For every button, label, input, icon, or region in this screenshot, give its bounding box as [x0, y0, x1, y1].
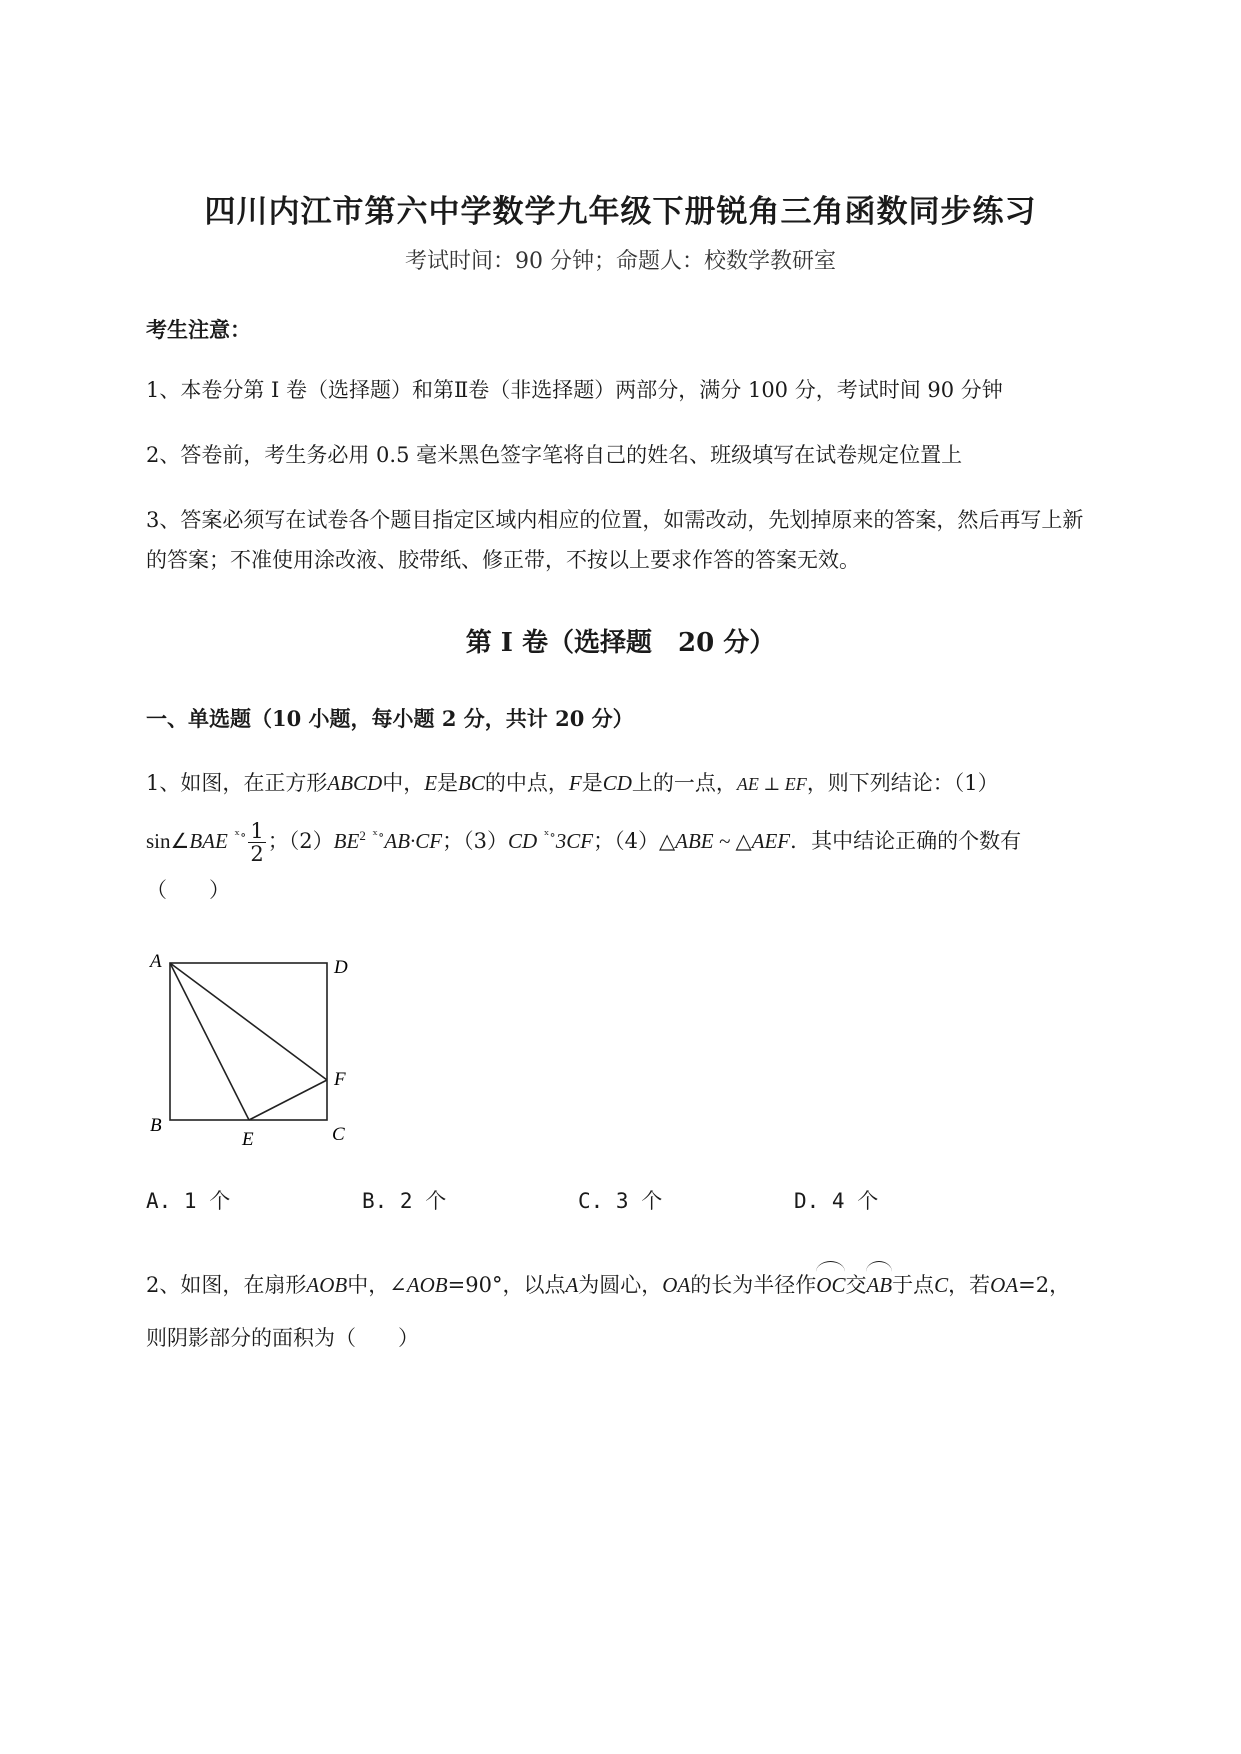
q2-text: 于点: [892, 1273, 935, 1297]
q1-text: 的中点，: [484, 771, 569, 795]
page-title: 四川内江市第六中学数学九年级下册锐角三角函数同步练习: [204, 194, 1037, 230]
q1-var: BAE: [189, 829, 228, 853]
q2-var: C: [934, 1273, 949, 1297]
fraction-numerator: 1: [250, 819, 264, 843]
part-heading: 一、单选题（10 小题，每小题 2 分，共计 20 分）: [146, 706, 634, 731]
q2-text: ，若: [948, 1273, 991, 1297]
segment-af: [170, 963, 327, 1080]
fraction-half: [248, 820, 265, 865]
label-c: C: [332, 1124, 345, 1145]
q1-garbled-mark: ˣ∘: [372, 828, 385, 843]
option-b[interactable]: B. 2 个: [362, 1189, 447, 1213]
q1-var: BE: [333, 829, 360, 853]
fraction-denominator: 2: [250, 842, 264, 866]
arc-ab: AB: [866, 1265, 892, 1305]
q1-var: 3CF: [555, 829, 594, 853]
q1-text: ；（3）: [442, 829, 509, 853]
q1-var: CD: [602, 771, 632, 795]
option-a[interactable]: A. 1 个: [146, 1189, 231, 1213]
option-c[interactable]: C. 3 个: [578, 1189, 663, 1213]
q2-text: 交: [845, 1273, 867, 1297]
notice-item-1: 1、本卷分第 I 卷（选择题）和第Ⅱ卷（非选择题）两部分，满分 100 分，考试时间 90 分钟: [146, 378, 1003, 402]
q1-text: 是: [581, 771, 603, 795]
q2-line-2: 则阴影部分的面积为（ ）: [146, 1326, 419, 1350]
q2-text: 为圆心，: [578, 1273, 663, 1297]
q1-text: ．其中结论正确的个数有: [790, 829, 1022, 853]
q2-var: OA: [990, 1273, 1019, 1297]
q2-line-1: [146, 1265, 1070, 1305]
q1-text: 1、如图，在正方形: [146, 771, 328, 795]
superscript: 2: [359, 828, 366, 843]
exam-info: 考试时间：90 分钟；命题人：校数学教研室: [405, 249, 836, 274]
option-d[interactable]: D. 4 个: [794, 1189, 879, 1213]
q2-var: OA: [662, 1273, 691, 1297]
segment-ae: [170, 963, 249, 1120]
q2-text: =90°，以点: [447, 1273, 566, 1297]
q1-var: AE ⊥ EF: [736, 774, 807, 794]
q1-garbled-mark: ˣ∘: [234, 828, 247, 843]
q2-var: AOB: [406, 1273, 448, 1297]
label-a: A: [150, 951, 162, 972]
q1-var: ABCD: [327, 771, 383, 795]
notice-item-3-line-1: 3、答案必须写在试卷各个题目指定区域内相应的位置，如需改动，先划掉原来的答案，然后再写上新: [146, 508, 1084, 532]
q1-var: AB·CF: [384, 829, 443, 853]
q1-answer-paren: （ ）: [146, 878, 230, 902]
q1-var: △ABE ~ △AEF: [659, 829, 791, 853]
q2-var: AOB: [306, 1273, 348, 1297]
notice-item-2: 2、答卷前，考生务必用 0.5 毫米黑色签字笔将自己的姓名、班级填写在试卷规定位置上: [146, 443, 963, 467]
label-d: D: [334, 957, 348, 978]
q2-var: A: [565, 1273, 579, 1297]
q1-text: ；（2）: [267, 829, 334, 853]
q1-garbled-mark: ˣ∘: [543, 828, 556, 843]
q2-text: 2、如图，在扇形: [146, 1273, 307, 1297]
q1-var: F: [568, 771, 582, 795]
q1-var: BC: [458, 771, 485, 795]
notice-item-3-line-2: 的答案；不准使用涂改液、胶带纸、修正带，不按以上要求作答的答案无效。: [146, 548, 860, 572]
segment-ef: [249, 1080, 327, 1120]
q1-var: E: [424, 771, 438, 795]
q2-text: 中，∠: [347, 1273, 407, 1297]
square-abcd: [170, 963, 327, 1120]
square-figure: [146, 945, 356, 1145]
q1-text: 是: [437, 771, 459, 795]
q1-sin: sin∠: [146, 829, 190, 853]
q1-line-1: [146, 763, 999, 804]
label-b: B: [150, 1115, 162, 1136]
arc-oc: OC: [816, 1265, 845, 1305]
q2-text: =2，: [1018, 1273, 1071, 1297]
q1-text: 中，: [382, 771, 425, 795]
label-f: F: [334, 1069, 346, 1090]
q1-line-2: [146, 812, 1021, 865]
q1-text: ；（4）: [593, 829, 659, 853]
q2-text: 的长为半径作: [690, 1273, 817, 1297]
q1-var: CD: [508, 829, 538, 853]
notice-heading: 考生注意：: [146, 317, 251, 342]
q1-text: 上的一点，: [631, 771, 737, 795]
section-title: 第 I 卷（选择题 20 分）: [465, 628, 776, 658]
label-e: E: [242, 1129, 254, 1145]
q1-text: ，则下列结论：（1）: [806, 771, 999, 795]
